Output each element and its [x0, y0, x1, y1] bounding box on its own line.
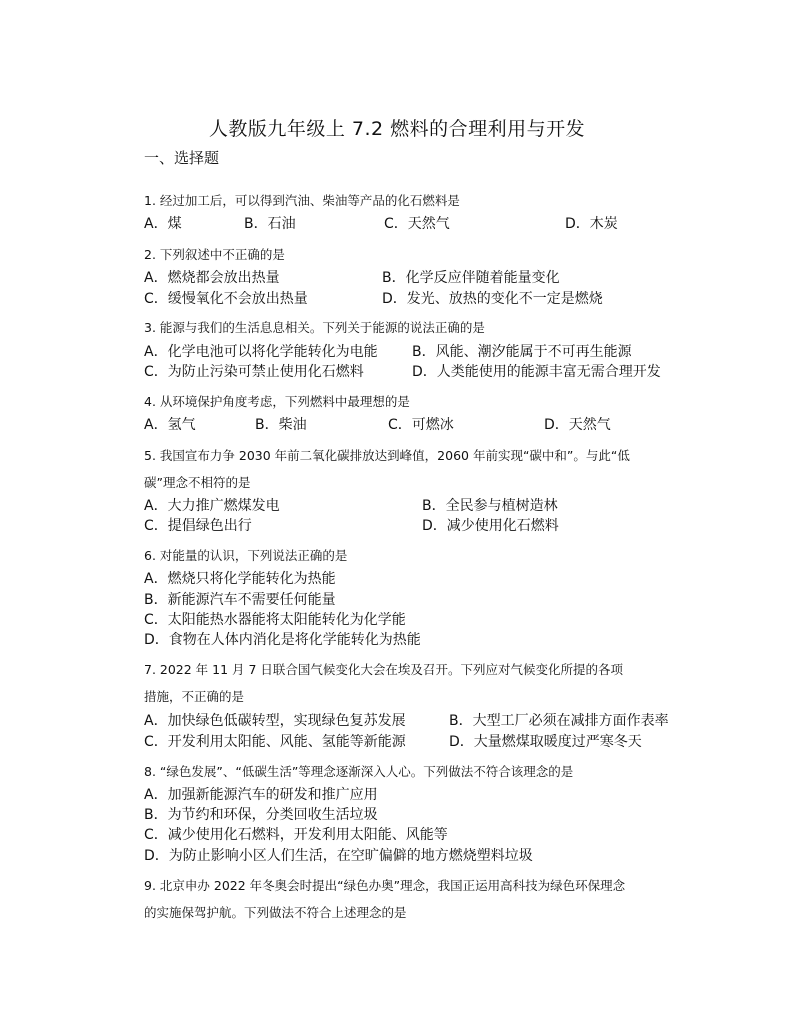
question-6-stem: 6. 对能量的认识，下列说法正确的是 [144, 548, 348, 563]
question-6-option-d[interactable]: D．食物在人体内消化是将化学能转化为热能 [144, 632, 421, 648]
question-8-option-b[interactable]: B．为节约和环保，分类回收生活垃圾 [144, 807, 378, 823]
question-6-option-a[interactable]: A．燃烧只将化学能转化为热能 [144, 571, 336, 587]
question-2-option-c[interactable]: C．缓慢氧化不会放出热量 [144, 291, 308, 307]
question-5-option-d[interactable]: D．减少使用化石燃料 [422, 518, 559, 534]
question-9-stem-line2: 的实施保驾护航。下列做法不符合上述理念的是 [144, 905, 407, 920]
question-3-stem: 3. 能源与我们的生活息息相关。下列关于能源的说法正确的是 [144, 320, 485, 335]
question-8-stem: 8. “绿色发展”、“低碳生活”等理念逐渐深入人心。下列做法不符合该理念的是 [144, 764, 574, 779]
question-5-option-a[interactable]: A．大力推广燃煤发电 [144, 498, 280, 514]
question-1-option-c[interactable]: C．天然气 [384, 216, 450, 232]
question-4-option-c[interactable]: C．可燃冰 [388, 417, 454, 433]
question-4-option-d[interactable]: D．天然气 [544, 417, 611, 433]
question-7-stem-line1: 7. 2022 年 11 月 7 日联合国气候变化大会在埃及召开。下列应对气候变化所提的各项 [144, 662, 623, 677]
question-3-option-c[interactable]: C．为防止污染可禁止使用化石燃料 [144, 364, 364, 380]
question-7-option-d[interactable]: D．大量燃煤取暖度过严寒冬天 [449, 734, 642, 750]
document-title: 人教版九年级上 7.2 燃料的合理利用与开发 [208, 118, 586, 140]
question-4-option-a[interactable]: A．氢气 [144, 417, 196, 433]
question-8-option-c[interactable]: C．减少使用化石燃料，开发利用太阳能、风能等 [144, 827, 448, 843]
question-1-option-a[interactable]: A．煤 [144, 216, 182, 232]
question-3-option-d[interactable]: D．人类能使用的能源丰富无需合理开发 [412, 364, 661, 380]
section-heading: 一、选择题 [144, 149, 220, 167]
question-4-option-b[interactable]: B．柴油 [255, 417, 307, 433]
question-7-option-a[interactable]: A．加快绿色低碳转型，实现绿色复苏发展 [144, 713, 406, 729]
question-5-stem-line2: 碳”理念不相符的是 [144, 475, 251, 490]
question-5-option-b[interactable]: B．全民参与植树造林 [422, 498, 558, 514]
question-7-option-b[interactable]: B．大型工厂必须在减排方面作表率 [449, 713, 669, 729]
question-8-option-d[interactable]: D．为防止影响小区人们生活，在空旷偏僻的地方燃烧塑料垃圾 [144, 848, 533, 864]
question-1-stem: 1. 经过加工后，可以得到汽油、柴油等产品的化石燃料是 [144, 193, 460, 208]
question-6-option-c[interactable]: C．太阳能热水器能将太阳能转化为化学能 [144, 612, 406, 628]
question-8-option-a[interactable]: A．加强新能源汽车的研发和推广应用 [144, 787, 378, 803]
question-9-stem-line1: 9. 北京申办 2022 年冬奥会时提出“绿色办奥”理念，我国正运用高科技为绿色环保理念 [144, 878, 626, 893]
question-7-stem-line2: 措施，不正确的是 [144, 689, 245, 704]
question-3-option-b[interactable]: B．风能、潮汐能属于不可再生能源 [412, 344, 632, 360]
question-2-stem: 2. 下列叙述中不正确的是 [144, 247, 285, 262]
question-5-option-c[interactable]: C．提倡绿色出行 [144, 518, 252, 534]
question-3-option-a[interactable]: A．化学电池可以将化学能转化为电能 [144, 344, 378, 360]
question-2-option-b[interactable]: B．化学反应伴随着能量变化 [382, 270, 560, 286]
question-2-option-d[interactable]: D．发光、放热的变化不一定是燃烧 [382, 291, 603, 307]
question-1-option-d[interactable]: D．木炭 [565, 216, 618, 232]
question-4-stem: 4. 从环境保护角度考虑，下列燃料中最理想的是 [144, 394, 410, 409]
question-5-stem-line1: 5. 我国宣布力争 2030 年前二氧化碳排放达到峰值，2060 年前实现“碳中和”。与此“低 [144, 448, 630, 463]
question-2-option-a[interactable]: A．燃烧都会放出热量 [144, 270, 280, 286]
question-6-option-b[interactable]: B．新能源汽车不需要任何能量 [144, 592, 336, 608]
question-1-option-b[interactable]: B．石油 [244, 216, 296, 232]
question-7-option-c[interactable]: C．开发利用太阳能、风能、氢能等新能源 [144, 734, 406, 750]
